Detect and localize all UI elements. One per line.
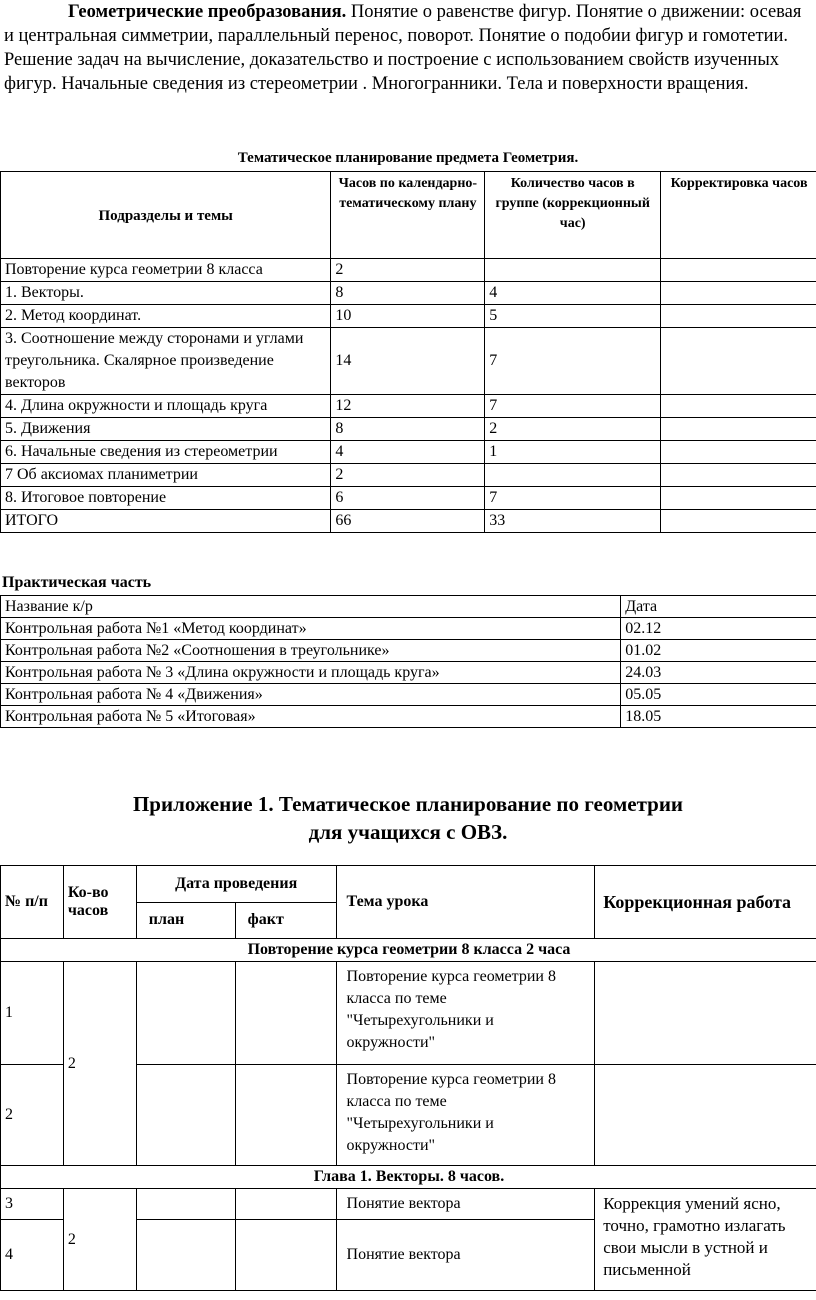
- table-row: [1, 441, 816, 464]
- table-row: [1, 259, 816, 282]
- planning-cell-adjust: [661, 441, 816, 464]
- lesson-fact-date: [235, 1220, 336, 1291]
- lesson-correction: [595, 962, 816, 1065]
- planning-header-group: Количество часов в группе (коррекционный час): [485, 172, 661, 259]
- planning-cell-hours: 8: [331, 282, 485, 305]
- planning-cell-topic: 8. Итоговое повторение: [1, 487, 331, 510]
- lesson-topic: Повторение курса геометрии 8 класса по теме "Четырехугольники и окружности": [336, 1065, 595, 1166]
- planning-cell-hours: 14: [331, 328, 485, 395]
- planning-cell-group: 7: [485, 395, 661, 418]
- planning-cell-hours: 12: [331, 395, 485, 418]
- appendix-table: [0, 865, 816, 1291]
- lesson-num: 3: [1, 1189, 64, 1220]
- planning-cell-group: 2: [485, 418, 661, 441]
- planning-cell-adjust: [661, 487, 816, 510]
- table-row: [1, 662, 816, 684]
- intro-heading: Геометрические преобразования.: [68, 2, 347, 22]
- table-row: [1, 640, 816, 662]
- table-row: [1, 1189, 816, 1220]
- planning-header-hours: Часов по календарно-тематическому плану: [331, 172, 485, 259]
- intro-paragraph: [4, 0, 814, 96]
- lesson-fact-date: [235, 962, 336, 1065]
- planning-cell-adjust: [661, 328, 816, 395]
- practice-cell-name: Контрольная работа №2 «Соотношения в треугольнике»: [1, 640, 621, 662]
- planning-cell-topic: Повторение курса геометрии 8 класса: [1, 259, 331, 282]
- lesson-plan-date: [136, 1220, 235, 1291]
- section-row: [1, 1166, 816, 1189]
- planning-cell-hours: 66: [331, 510, 485, 533]
- lesson-num: 4: [1, 1220, 64, 1291]
- planning-cell-topic: 3. Соотношение между сторонами и углами треугольника. Скалярное произведение векторов: [1, 328, 331, 395]
- planning-cell-topic: 4. Длина окружности и площадь круга: [1, 395, 331, 418]
- appendix-header-correction: Коррекционная работа: [595, 866, 816, 939]
- planning-cell-topic: ИТОГО: [1, 510, 331, 533]
- planning-header-topic: Подразделы и темы: [1, 172, 331, 259]
- practice-header-name: Название к/р: [1, 596, 621, 618]
- table-row: [1, 706, 816, 728]
- practice-table: [0, 595, 816, 728]
- lesson-topic: Повторение курса геометрии 8 класса по теме "Четырехугольники и окружности": [336, 962, 595, 1065]
- appendix-header-topic: Тема урока: [336, 866, 595, 939]
- planning-cell-hours: 6: [331, 487, 485, 510]
- table-row-total: [1, 510, 816, 533]
- lesson-hours: 2: [63, 962, 136, 1166]
- lesson-correction: Коррекция умений ясно, точно, грамотно излагать свои мысли в устной и письменной: [595, 1189, 816, 1291]
- practice-cell-date: 02.12: [621, 618, 816, 640]
- table-row: [1, 305, 816, 328]
- lesson-hours: 2: [63, 1189, 136, 1291]
- appendix-header-date: Дата проведения: [136, 866, 336, 903]
- planning-header-adjust: Корректировка часов: [661, 172, 816, 259]
- planning-cell-adjust: [661, 305, 816, 328]
- planning-cell-topic: 2. Метод координат.: [1, 305, 331, 328]
- appendix-header-row: [1, 866, 816, 903]
- practice-cell-name: Контрольная работа № 3 «Длина окружности и площадь круга»: [1, 662, 621, 684]
- planning-cell-group: 1: [485, 441, 661, 464]
- appendix-header-fact: факт: [235, 902, 336, 939]
- table-row: [1, 418, 816, 441]
- planning-cell-topic: 5. Движения: [1, 418, 331, 441]
- planning-cell-adjust: [661, 259, 816, 282]
- planning-cell-topic: 1. Векторы.: [1, 282, 331, 305]
- planning-cell-adjust: [661, 395, 816, 418]
- planning-cell-group: [485, 464, 661, 487]
- table-row: [1, 328, 816, 395]
- planning-cell-adjust: [661, 282, 816, 305]
- lesson-fact-date: [235, 1065, 336, 1166]
- lesson-topic: Понятие вектора: [336, 1220, 595, 1291]
- section-title: Повторение курса геометрии 8 класса 2 часа: [1, 939, 816, 962]
- lesson-fact-date: [235, 1189, 336, 1220]
- table-row: [1, 618, 816, 640]
- planning-cell-group: 5: [485, 305, 661, 328]
- planning-cell-hours: 8: [331, 418, 485, 441]
- lesson-plan-date: [136, 1065, 235, 1166]
- planning-cell-hours: 4: [331, 441, 485, 464]
- practice-cell-date: 05.05: [621, 684, 816, 706]
- table-row: [1, 395, 816, 418]
- practice-cell-name: Контрольная работа №1 «Метод координат»: [1, 618, 621, 640]
- section-row: [1, 939, 816, 962]
- appendix-header-num: № п/п: [1, 866, 64, 939]
- planning-cell-group: [485, 259, 661, 282]
- appendix-title-line1: Приложение 1. Тематическое планирование по геометрии: [132, 792, 684, 816]
- appendix-title-line2: для учащихся с ОВЗ.: [308, 820, 508, 844]
- planning-cell-group: 4: [485, 282, 661, 305]
- intro-text: Понятие о равенстве фигур. Понятие о движении: осевая и центральная симметрии, параллельный перенос, поворот. Понятие о подобии фигур и гомотетии. Решение задач на вычисление, доказательство и построение с использованием свойств изученных фигур. Начальные сведения из стереометрии . Многогранники. Тела и поверхности вращения.: [4, 2, 802, 94]
- appendix-title: [0, 790, 816, 846]
- planning-cell-adjust: [661, 510, 816, 533]
- lesson-num: 1: [1, 962, 64, 1065]
- planning-cell-topic: 6. Начальные сведения из стереометрии: [1, 441, 331, 464]
- lesson-correction: [595, 1065, 816, 1166]
- table-row: [1, 962, 816, 1065]
- practice-cell-date: 18.05: [621, 706, 816, 728]
- table-row: [1, 487, 816, 510]
- table-row: [1, 684, 816, 706]
- practice-label: Практическая часть: [2, 574, 152, 591]
- lesson-topic: Понятие вектора: [336, 1189, 595, 1220]
- planning-cell-hours: 2: [331, 259, 485, 282]
- appendix-header-plan: план: [136, 902, 235, 939]
- planning-cell-group: 7: [485, 328, 661, 395]
- planning-cell-adjust: [661, 464, 816, 487]
- table-row: [1, 464, 816, 487]
- planning-cell-topic: 7 Об аксиомах планиметрии: [1, 464, 331, 487]
- lesson-num: 2: [1, 1065, 64, 1166]
- planning-cell-hours: 2: [331, 464, 485, 487]
- table-row: [1, 282, 816, 305]
- lesson-plan-date: [136, 1189, 235, 1220]
- practice-header-date: Дата: [621, 596, 816, 618]
- planning-cell-group: 33: [485, 510, 661, 533]
- planning-cell-group: 7: [485, 487, 661, 510]
- practice-cell-name: Контрольная работа № 5 «Итоговая»: [1, 706, 621, 728]
- planning-cell-hours: 10: [331, 305, 485, 328]
- planning-table: [0, 171, 816, 533]
- appendix-header-hours: Ко-во часов: [63, 866, 136, 939]
- planning-caption: Тематическое планирование предмета Геометрия.: [237, 150, 579, 166]
- section-title: Глава 1. Векторы. 8 часов.: [1, 1166, 816, 1189]
- planning-header-row: [1, 172, 816, 259]
- practice-cell-date: 01.02: [621, 640, 816, 662]
- practice-cell-date: 24.03: [621, 662, 816, 684]
- planning-cell-adjust: [661, 418, 816, 441]
- practice-cell-name: Контрольная работа № 4 «Движения»: [1, 684, 621, 706]
- practice-header-row: [1, 596, 816, 618]
- lesson-plan-date: [136, 962, 235, 1065]
